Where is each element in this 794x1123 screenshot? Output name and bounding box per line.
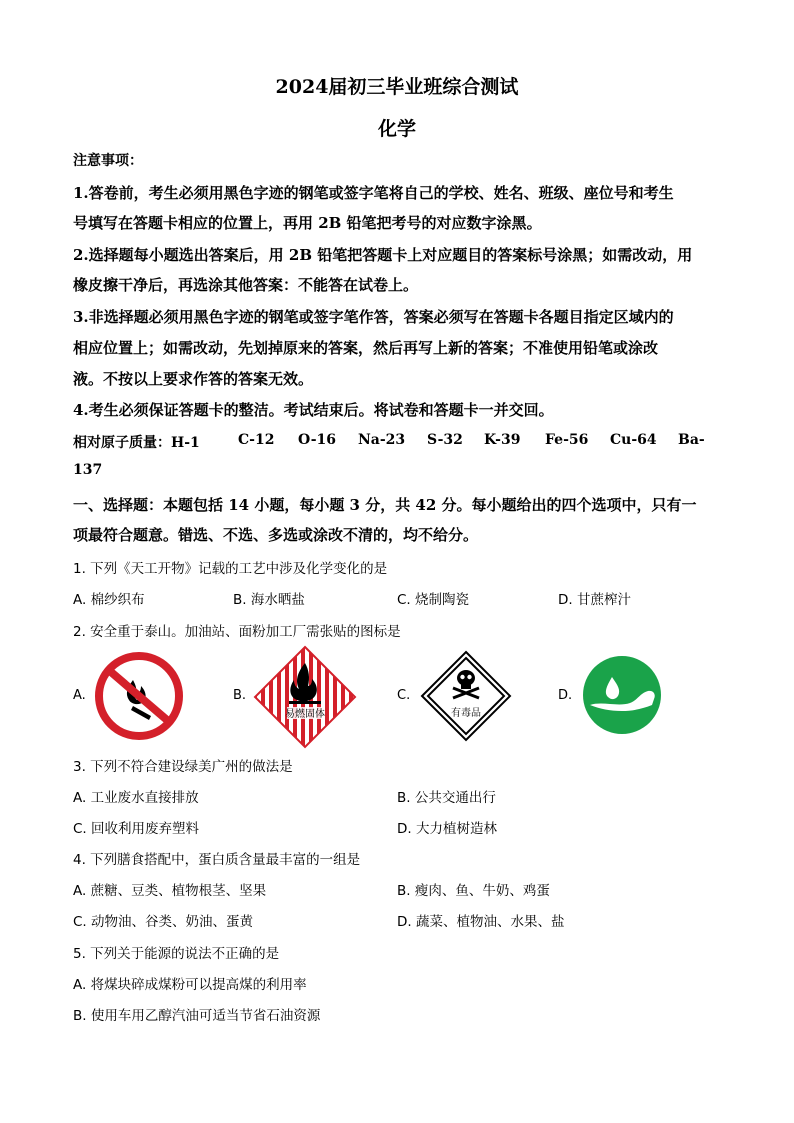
option-d[interactable]: D. 甘蔗榨汁	[558, 592, 631, 608]
notice-line: 2.选择题每小题选出答案后，用 2B 铅笔把答题卡上对应题目的答案标号涂黑；如需改动，用	[73, 246, 693, 264]
atomic-mass-label: 相对原子质量：H-1	[73, 435, 200, 451]
option-c[interactable]: C. 回收利用废弃塑料	[73, 821, 200, 837]
question-stem: 1. 下列《天工开物》记载的工艺中涉及化学变化的是	[73, 561, 388, 577]
option-a[interactable]: A. 棉纱织布	[73, 592, 145, 608]
atomic-mass-item: C-12	[238, 432, 275, 448]
sign-label: 易燃固体	[285, 709, 325, 720]
atomic-mass-item: Fe-56	[545, 432, 589, 448]
question-stem: 3. 下列不符合建设绿美广州的做法是	[73, 759, 293, 775]
option-b[interactable]: B. 瘦肉、鱼、牛奶、鸡蛋	[397, 883, 550, 899]
option-b[interactable]: B. 公共交通出行	[397, 790, 496, 806]
notice-line: 4.考生必须保证答题卡的整洁。考试结束后。将试卷和答题卡一并交回。	[73, 401, 554, 419]
no-fire-icon[interactable]	[93, 650, 185, 742]
atomic-mass-item: O-16	[298, 432, 337, 448]
option-a[interactable]: A. 将煤块碎成煤粉可以提高煤的利用率	[73, 977, 307, 993]
notice-line: 号填写在答题卡相应的位置上，再用 2B 铅笔把考号的对应数字涂黑。	[73, 214, 542, 232]
option-a[interactable]: A.	[73, 688, 86, 703]
option-c[interactable]: C. 动物油、谷类、奶油、蛋黄	[73, 914, 254, 930]
subject-title: 化学	[377, 118, 416, 140]
option-b[interactable]: B. 使用车用乙醇汽油可适当节省石油资源	[73, 1008, 321, 1024]
option-a[interactable]: A. 蔗糖、豆类、植物根茎、坚果	[73, 883, 267, 899]
question-stem: 2. 安全重于泰山。加油站、面粉加工厂需张贴的图标是	[73, 624, 401, 640]
atomic-mass-item: Na-23	[358, 432, 406, 448]
option-a[interactable]: A. 工业废水直接排放	[73, 790, 199, 806]
notice-line: 橡皮擦干净后，再选涂其他答案：不能答在试卷上。	[73, 276, 419, 294]
notice-heading: 注意事项：	[73, 153, 143, 169]
notice-line: 1.答卷前，考生必须用黑色字迹的钢笔或签字笔将自己的学校、姓名、班级、座位号和考生	[73, 184, 674, 202]
option-d[interactable]: D.	[558, 688, 573, 703]
question-stem: 5. 下列关于能源的说法不正确的是	[73, 946, 280, 962]
option-c[interactable]: C.	[397, 688, 411, 703]
option-c[interactable]: C. 烧制陶瓷	[397, 592, 470, 608]
section-instruction: 一、选择题：本题包括 14 小题，每小题 3 分，共 42 分。每小题给出的四个选项中，只有一	[73, 496, 697, 514]
atomic-mass-item: Cu-64	[610, 432, 657, 448]
notice-line: 液。不按以上要求作答的答案无效。	[73, 370, 314, 388]
atomic-mass-item: K-39	[484, 432, 521, 448]
option-b[interactable]: B.	[233, 688, 247, 703]
exam-title: 2024届初三毕业班综合测试	[275, 76, 519, 98]
atomic-mass-row	[0, 432, 794, 454]
notice-line: 3.非选择题必须用黑色字迹的钢笔或签字笔作答，答案必须写在答题卡各题目指定区域内的	[73, 308, 674, 326]
option-b[interactable]: B. 海水晒盐	[233, 592, 305, 608]
flammable-solid-icon[interactable]	[253, 645, 357, 749]
section-instruction: 项最符合题意。错选、不选、多选或涂改不清的，均不给分。	[73, 526, 479, 544]
notice-line: 相应位置上；如需改动，先划掉原来的答案，然后再写上新的答案；不准使用铅笔或涂改	[73, 339, 659, 357]
question-stem: 4. 下列膳食搭配中，蛋白质含量最丰富的一组是	[73, 852, 361, 868]
atomic-mass-item: S-32	[427, 432, 463, 448]
option-d[interactable]: D. 蔬菜、植物油、水果、盐	[397, 914, 565, 930]
water-saving-icon[interactable]	[582, 655, 662, 735]
toxic-icon[interactable]	[420, 650, 512, 742]
option-d[interactable]: D. 大力植树造林	[397, 821, 497, 837]
atomic-mass-continuation: 137	[73, 462, 103, 478]
sign-label: 有毒品	[451, 708, 481, 719]
atomic-mass-item: Ba-	[678, 432, 705, 448]
